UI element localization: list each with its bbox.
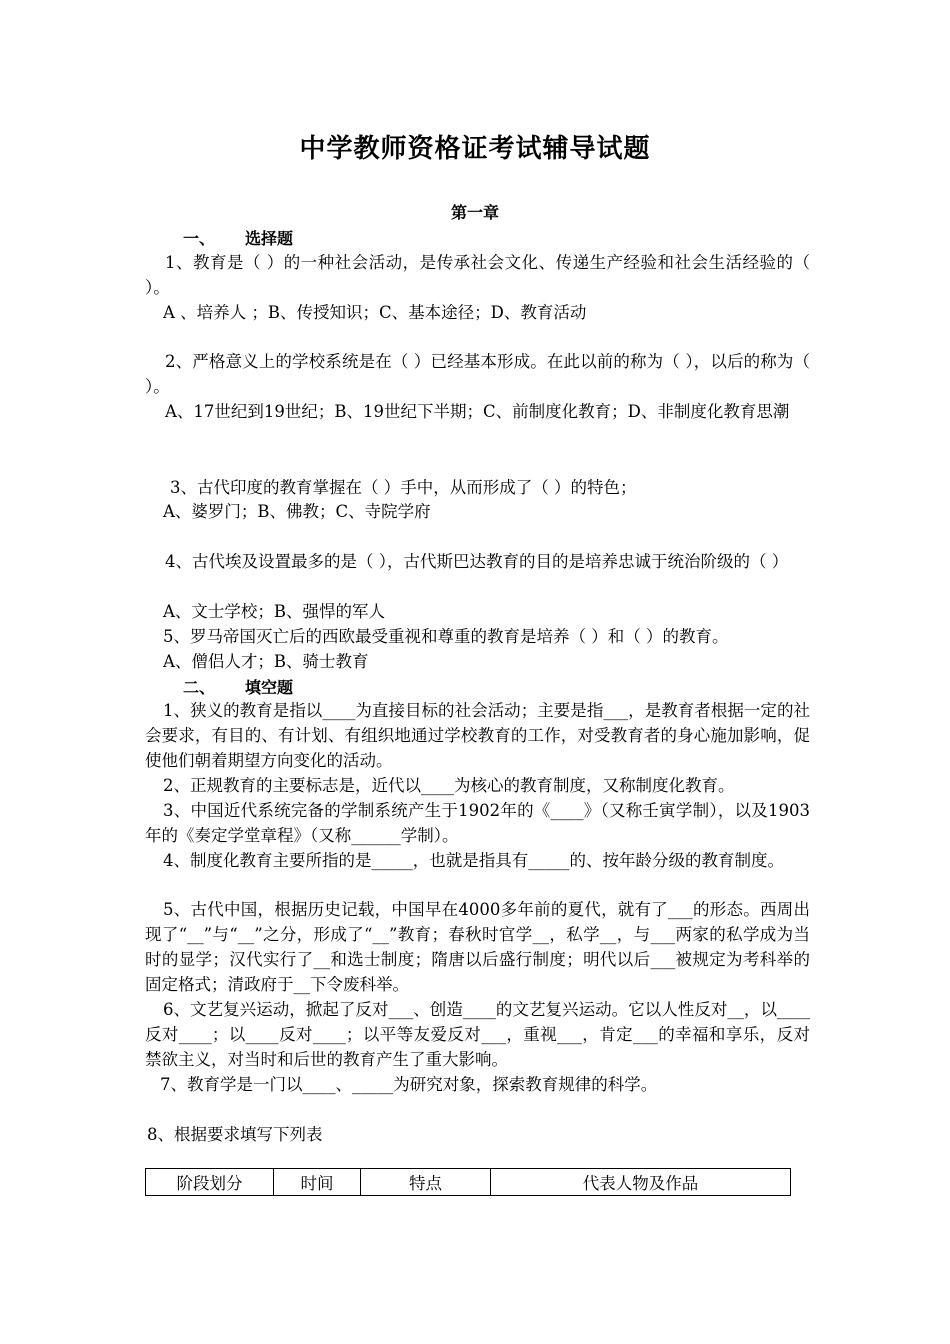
table-header-cell: 特点 <box>361 1169 491 1196</box>
question-1: 1、教育是（ ）的一种社会活动，是传承社会文化、传递生产经验和社会生活经验的（ ）。 <box>145 253 810 297</box>
fill-question-5: 5、古代中国，根据历史记载，中国早在4000多年前的夏代，就有了___的形态。西周出现了“__”与“__”之分，形成了“__”教育；春秋时官学__，私学__，与___两家的私学成为当时的显学；汉代实行了__和选士制度；隋唐以后盛行制度；明代以后___被规定为考科举的固定格式；清政府于__下令废科举。 <box>145 900 810 994</box>
question-2-options: A、17世纪到19世纪；B、19世纪下半期；C、前制度化教育；D、非制度化教育思潮 <box>165 402 790 421</box>
section-label: 填空题 <box>245 678 294 697</box>
question-1-options: A 、培养人 ；B、传授知识；C、基本途径；D、教育活动 <box>163 303 587 322</box>
table-header-cell: 阶段划分 <box>146 1169 274 1196</box>
section-number: 一、 <box>183 229 216 248</box>
section-heading-fill <box>183 675 293 698</box>
fill-question-8: 8、根据要求填写下列表 <box>147 1125 323 1144</box>
chapter-heading: 第一章 <box>450 203 499 222</box>
fill-question-4: 4、制度化教育主要所指的是_____，也就是指具有_____的、按年龄分级的教育制度。 <box>163 851 784 870</box>
table-header-cell: 代表人物及作品 <box>491 1169 791 1196</box>
fill-question-6: 6、文艺复兴运动，掀起了反对___、创造____的文艺复兴运动。它以人性反对__，以____反对____；以____反对____；以平等友爱反对___，重视___，肯定___的幸福和享乐，反对禁欲主义，对当时和后世的教育产生了重大影响。 <box>145 1000 810 1069</box>
question-2: 2、严格意义上的学校系统是在（ ）已经基本形成。在此以前的称为（ ），以后的称为（ ）。 <box>145 352 810 396</box>
question-4-options: A、文士学校；B、强悍的军人 <box>163 602 386 621</box>
question-3: 3、古代印度的教育掌握在（ ）手中，从而形成了（ ）的特色； <box>170 478 637 497</box>
question-3-options: A、婆罗门；B、佛教；C、寺院学府 <box>163 502 431 521</box>
fill-question-3: 3、中国近代系统完备的学制系统产生于1902年的《____》（又称壬寅学制），以及1903年的《奏定学堂章程》（又称______学制）。 <box>145 801 810 845</box>
stage-table <box>145 1168 791 1196</box>
question-5-options: A、僧侣人才；B、骑士教育 <box>163 652 369 671</box>
fill-question-1: 1、狭义的教育是指以____为直接目标的社会活动；主要是指___，是教育者根据一定的社会要求，有目的、有计划、有组织地通过学校教育的工作，对受教育者的身心施加影响，促使他们朝着期望方向变化的活动。 <box>145 701 810 770</box>
page-title: 中学教师资格证考试辅导试题 <box>299 134 651 164</box>
section-label: 选择题 <box>245 229 294 248</box>
section-number: 二、 <box>183 678 216 697</box>
table-header-row <box>146 1169 791 1196</box>
question-5: 5、罗马帝国灭亡后的西欧最受重视和尊重的教育是培养（ ）和（ ）的教育。 <box>163 627 729 646</box>
fill-question-2: 2、正规教育的主要标志是，近代以____为核心的教育制度，又称制度化教育。 <box>163 776 735 795</box>
question-4: 4、古代埃及设置最多的是（ ），古代斯巴达教育的目的是培养忠诚于统治阶级的（ ） <box>165 552 789 571</box>
fill-question-7: 7、教育学是一门以____、_____为研究对象，探索教育规律的科学。 <box>160 1075 658 1094</box>
table-header-cell: 时间 <box>274 1169 361 1196</box>
section-heading-choice <box>183 226 293 249</box>
